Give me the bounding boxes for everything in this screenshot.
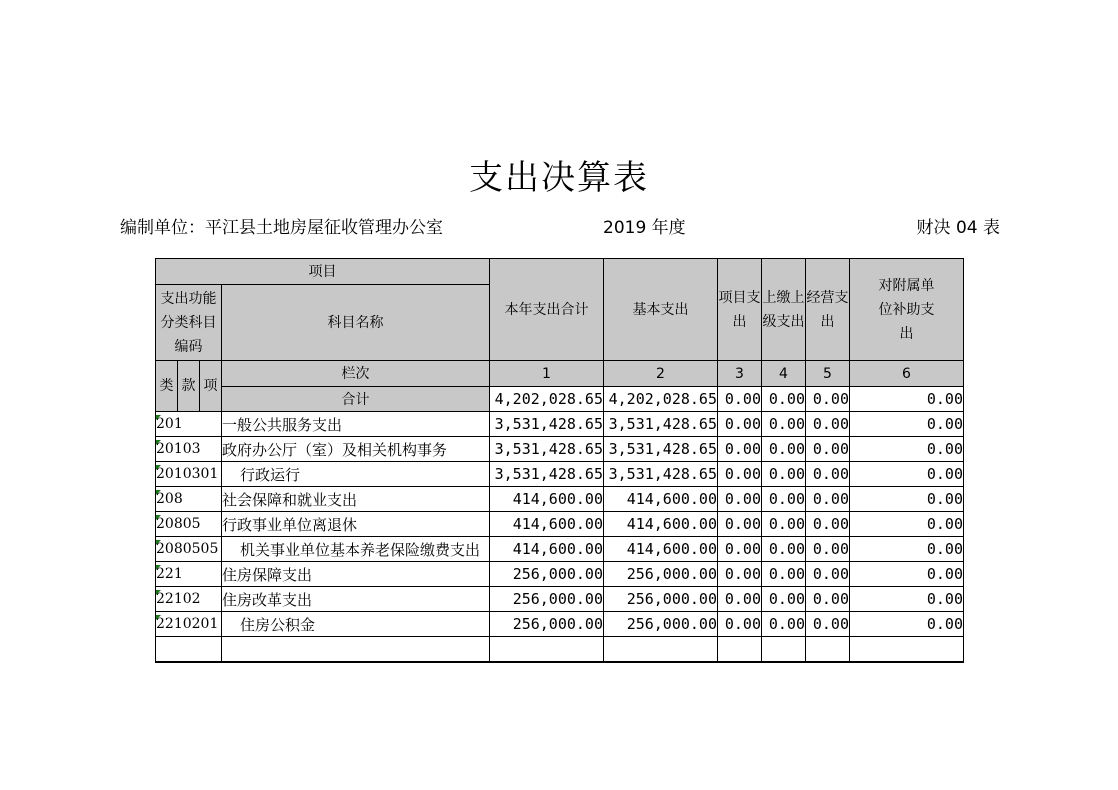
name-cell: 住房公积金 [222, 612, 490, 637]
name-cell: 住房改革支出 [222, 587, 490, 612]
total-cell: 414,600.00 [490, 537, 604, 562]
empty-row [156, 637, 964, 663]
col-number-6: 6 [850, 361, 964, 387]
table-row [156, 412, 964, 437]
col-number-3: 3 [718, 361, 762, 387]
table-row [156, 437, 964, 462]
subsidy-cell: 0.00 [850, 487, 964, 512]
header-function-code: 支出功能分类科目编码 [156, 285, 222, 361]
header-xiang: 项 [200, 361, 222, 412]
total-label: 合计 [222, 387, 490, 412]
compiling-unit: 编制单位：平江县土地房屋征收管理办公室 [120, 218, 443, 238]
basic-cell: 4,202,028.65 [604, 387, 718, 412]
total-cell: 256,000.00 [490, 587, 604, 612]
remit-cell: 0.00 [762, 437, 806, 462]
name-cell: 社会保障和就业支出 [222, 487, 490, 512]
basic-cell: 414,600.00 [604, 487, 718, 512]
col-number-1: 1 [490, 361, 604, 387]
basic-cell: 3,531,428.65 [604, 412, 718, 437]
subsidy-cell: 0.00 [850, 612, 964, 637]
col-number-4: 4 [762, 361, 806, 387]
fiscal-year: 2019 年度 [603, 218, 686, 238]
header-subsidy: 对附属单位补助支出 [850, 259, 964, 361]
subsidy-cell: 0.00 [850, 512, 964, 537]
subsidy-cell: 0.00 [850, 462, 964, 487]
code-cell: 2080505 [156, 537, 222, 562]
business-cell: 0.00 [806, 387, 850, 412]
remit-cell: 0.00 [762, 412, 806, 437]
header-subject-name: 科目名称 [222, 285, 490, 361]
basic-cell: 3,531,428.65 [604, 462, 718, 487]
total-cell: 4,202,028.65 [490, 387, 604, 412]
col-number-5: 5 [806, 361, 850, 387]
page-title: 支出决算表 [469, 158, 649, 198]
table-row [156, 612, 964, 637]
basic-cell: 3,531,428.65 [604, 437, 718, 462]
total-cell: 256,000.00 [490, 562, 604, 587]
basic-cell: 256,000.00 [604, 587, 718, 612]
subsidy-cell: 0.00 [850, 387, 964, 412]
business-cell: 0.00 [806, 512, 850, 537]
remit-cell: 0.00 [762, 612, 806, 637]
code-cell: 22102 [156, 587, 222, 612]
col-number-2: 2 [604, 361, 718, 387]
total-cell: 3,531,428.65 [490, 412, 604, 437]
project-cell: 0.00 [718, 387, 762, 412]
subsidy-cell: 0.00 [850, 537, 964, 562]
total-cell: 3,531,428.65 [490, 462, 604, 487]
business-cell: 0.00 [806, 612, 850, 637]
project-cell: 0.00 [718, 612, 762, 637]
header-total: 本年支出合计 [490, 259, 604, 361]
subsidy-cell: 0.00 [850, 587, 964, 612]
remit-cell: 0.00 [762, 387, 806, 412]
subsidy-cell: 0.00 [850, 562, 964, 587]
header-business: 经营支出 [806, 259, 850, 361]
header-project-expenditure: 项目支出 [718, 259, 762, 361]
total-row [156, 387, 964, 412]
basic-cell: 256,000.00 [604, 562, 718, 587]
total-cell: 414,600.00 [490, 512, 604, 537]
project-cell: 0.00 [718, 412, 762, 437]
remit-cell: 0.00 [762, 537, 806, 562]
form-number: 财决 04 表 [916, 218, 1000, 238]
project-cell: 0.00 [718, 537, 762, 562]
header-basic: 基本支出 [604, 259, 718, 361]
project-cell: 0.00 [718, 512, 762, 537]
subsidy-cell: 0.00 [850, 437, 964, 462]
project-cell: 0.00 [718, 462, 762, 487]
name-cell: 机关事业单位基本养老保险缴费支出 [222, 537, 490, 562]
business-cell: 0.00 [806, 412, 850, 437]
code-cell: 221 [156, 562, 222, 587]
business-cell: 0.00 [806, 462, 850, 487]
header-kuan: 款 [178, 361, 200, 412]
business-cell: 0.00 [806, 562, 850, 587]
total-cell: 3,531,428.65 [490, 437, 604, 462]
basic-cell: 414,600.00 [604, 537, 718, 562]
project-cell: 0.00 [718, 437, 762, 462]
code-cell: 2210201 [156, 612, 222, 637]
remit-cell: 0.00 [762, 512, 806, 537]
name-cell: 一般公共服务支出 [222, 412, 490, 437]
remit-cell: 0.00 [762, 487, 806, 512]
project-cell: 0.00 [718, 587, 762, 612]
business-cell: 0.00 [806, 487, 850, 512]
name-cell: 行政事业单位离退休 [222, 512, 490, 537]
code-cell: 201 [156, 412, 222, 437]
header-remit-superior: 上缴上级支出 [762, 259, 806, 361]
total-cell: 414,600.00 [490, 487, 604, 512]
basic-cell: 256,000.00 [604, 612, 718, 637]
subsidy-cell: 0.00 [850, 412, 964, 437]
code-cell: 208 [156, 487, 222, 512]
total-cell: 256,000.00 [490, 612, 604, 637]
project-cell: 0.00 [718, 487, 762, 512]
business-cell: 0.00 [806, 587, 850, 612]
table-row [156, 462, 964, 487]
business-cell: 0.00 [806, 437, 850, 462]
table-row [156, 587, 964, 612]
table-row [156, 487, 964, 512]
remit-cell: 0.00 [762, 587, 806, 612]
basic-cell: 414,600.00 [604, 512, 718, 537]
remit-cell: 0.00 [762, 562, 806, 587]
table-row [156, 537, 964, 562]
code-cell: 20805 [156, 512, 222, 537]
table-row [156, 562, 964, 587]
header-lei: 类 [156, 361, 178, 412]
name-cell: 政府办公厅（室）及相关机构事务 [222, 437, 490, 462]
business-cell: 0.00 [806, 537, 850, 562]
expenditure-table [155, 258, 964, 663]
header-project: 项目 [156, 259, 490, 285]
name-cell: 行政运行 [222, 462, 490, 487]
name-cell: 住房保障支出 [222, 562, 490, 587]
remit-cell: 0.00 [762, 462, 806, 487]
code-cell: 2010301 [156, 462, 222, 487]
project-cell: 0.00 [718, 562, 762, 587]
header-row-label: 栏次 [222, 361, 490, 387]
code-cell: 20103 [156, 437, 222, 462]
table-row [156, 512, 964, 537]
